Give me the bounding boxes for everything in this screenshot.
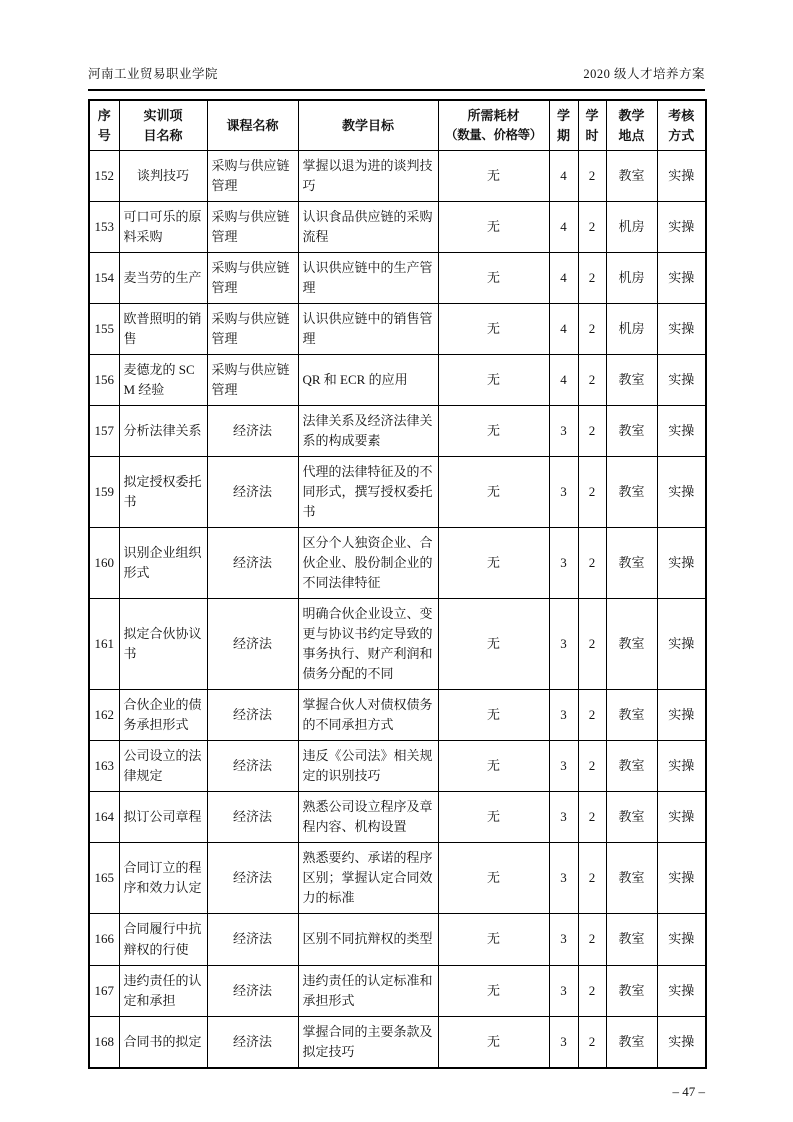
cell-location: 机房 (606, 304, 657, 355)
cell-course: 经济法 (207, 690, 298, 741)
cell-objective: 熟悉要约、承诺的程序区别；掌握认定合同效力的标准 (298, 843, 438, 914)
column-header-seq: 序号 (89, 100, 119, 151)
cell-objective: 违反《公司法》相关规定的识别技巧 (298, 741, 438, 792)
cell-course: 经济法 (207, 843, 298, 914)
cell-location: 教室 (606, 690, 657, 741)
cell-consumables: 无 (438, 965, 549, 1016)
cell-seq: 168 (89, 1016, 119, 1068)
table-row (89, 457, 706, 528)
cell-method: 实操 (657, 1016, 706, 1068)
cell-objective: 认识供应链中的销售管理 (298, 304, 438, 355)
cell-method: 实操 (657, 965, 706, 1016)
cell-method: 实操 (657, 690, 706, 741)
cell-location: 教室 (606, 406, 657, 457)
cell-course: 采购与供应链管理 (207, 151, 298, 202)
cell-seq: 154 (89, 253, 119, 304)
cell-course: 经济法 (207, 914, 298, 965)
cell-course: 经济法 (207, 741, 298, 792)
cell-method: 实操 (657, 843, 706, 914)
cell-objective: 掌握合伙人对债权债务的不同承担方式 (298, 690, 438, 741)
cell-project: 分析法律关系 (119, 406, 207, 457)
cell-location: 教室 (606, 914, 657, 965)
cell-semester: 3 (549, 843, 578, 914)
cell-hours: 2 (578, 406, 606, 457)
cell-method: 实操 (657, 792, 706, 843)
table-row (89, 599, 706, 690)
cell-semester: 3 (549, 528, 578, 599)
cell-location: 教室 (606, 457, 657, 528)
cell-project: 合同履行中抗辩权的行使 (119, 914, 207, 965)
cell-course: 采购与供应链管理 (207, 355, 298, 406)
cell-objective: 认识供应链中的生产管理 (298, 253, 438, 304)
column-header-objective: 教学目标 (298, 100, 438, 151)
cell-course: 经济法 (207, 599, 298, 690)
cell-course: 经济法 (207, 457, 298, 528)
cell-objective: 明确合伙企业设立、变更与协议书约定导致的事务执行、财产利润和债务分配的不同 (298, 599, 438, 690)
cell-semester: 3 (549, 1016, 578, 1068)
cell-seq: 152 (89, 151, 119, 202)
cell-project: 麦当劳的生产 (119, 253, 207, 304)
cell-semester: 3 (549, 965, 578, 1016)
table-row (89, 914, 706, 965)
cell-semester: 3 (549, 599, 578, 690)
cell-consumables: 无 (438, 355, 549, 406)
cell-course: 经济法 (207, 965, 298, 1016)
cell-location: 机房 (606, 202, 657, 253)
cell-seq: 162 (89, 690, 119, 741)
table-row (89, 843, 706, 914)
table-row (89, 202, 706, 253)
cell-course: 经济法 (207, 406, 298, 457)
cell-location: 教室 (606, 965, 657, 1016)
cell-seq: 156 (89, 355, 119, 406)
cell-project: 可口可乐的原料采购 (119, 202, 207, 253)
cell-hours: 2 (578, 457, 606, 528)
cell-consumables: 无 (438, 151, 549, 202)
cell-course: 经济法 (207, 1016, 298, 1068)
cell-project: 合同订立的程序和效力认定 (119, 843, 207, 914)
cell-hours: 2 (578, 528, 606, 599)
cell-consumables: 无 (438, 406, 549, 457)
cell-method: 实操 (657, 457, 706, 528)
table-row (89, 528, 706, 599)
cell-location: 教室 (606, 792, 657, 843)
cell-location: 教室 (606, 599, 657, 690)
cell-hours: 2 (578, 914, 606, 965)
cell-project: 违约责任的认定和承担 (119, 965, 207, 1016)
cell-semester: 3 (549, 457, 578, 528)
cell-hours: 2 (578, 965, 606, 1016)
cell-course: 经济法 (207, 792, 298, 843)
column-header-consumables: 所需耗材 （数量、价格等） (438, 100, 549, 151)
column-header-course: 课程名称 (207, 100, 298, 151)
cell-hours: 2 (578, 304, 606, 355)
cell-consumables: 无 (438, 304, 549, 355)
cell-project: 合同书的拟定 (119, 1016, 207, 1068)
cell-method: 实操 (657, 355, 706, 406)
cell-project: 谈判技巧 (119, 151, 207, 202)
cell-consumables: 无 (438, 792, 549, 843)
cell-seq: 166 (89, 914, 119, 965)
column-header-project: 实训项目名称 (119, 100, 207, 151)
cell-hours: 2 (578, 843, 606, 914)
cell-method: 实操 (657, 304, 706, 355)
cell-objective: 代理的法律特征及的不同形式，撰写授权委托书 (298, 457, 438, 528)
cell-project: 拟定合伙协议书 (119, 599, 207, 690)
cell-semester: 4 (549, 151, 578, 202)
cell-method: 实操 (657, 914, 706, 965)
cell-objective: 熟悉公司设立程序及章程内容、机构设置 (298, 792, 438, 843)
cell-consumables: 无 (438, 843, 549, 914)
table-row (89, 304, 706, 355)
table-row (89, 690, 706, 741)
cell-location: 教室 (606, 1016, 657, 1068)
table-row (89, 741, 706, 792)
table-row (89, 406, 706, 457)
cell-consumables: 无 (438, 202, 549, 253)
cell-course: 经济法 (207, 528, 298, 599)
cell-objective: 掌握合同的主要条款及拟定技巧 (298, 1016, 438, 1068)
page-header-left: 河南工业贸易职业学院 (88, 67, 219, 81)
cell-semester: 4 (549, 304, 578, 355)
cell-seq: 161 (89, 599, 119, 690)
table-row (89, 965, 706, 1016)
cell-objective: 区分个人独资企业、合伙企业、股份制企业的不同法律特征 (298, 528, 438, 599)
cell-location: 教室 (606, 843, 657, 914)
cell-consumables: 无 (438, 1016, 549, 1068)
cell-location: 教室 (606, 741, 657, 792)
cell-semester: 3 (549, 792, 578, 843)
cell-method: 实操 (657, 599, 706, 690)
cell-seq: 160 (89, 528, 119, 599)
cell-seq: 159 (89, 457, 119, 528)
cell-objective: 违约责任的认定标准和承担形式 (298, 965, 438, 1016)
cell-method: 实操 (657, 406, 706, 457)
column-header-hours: 学时 (578, 100, 606, 151)
cell-objective: QR 和 ECR 的应用 (298, 355, 438, 406)
cell-hours: 2 (578, 1016, 606, 1068)
cell-semester: 4 (549, 253, 578, 304)
table-body (89, 151, 706, 1068)
cell-semester: 4 (549, 355, 578, 406)
cell-consumables: 无 (438, 253, 549, 304)
cell-objective: 区别不同抗辩权的类型 (298, 914, 438, 965)
cell-hours: 2 (578, 202, 606, 253)
cell-location: 教室 (606, 151, 657, 202)
cell-project: 公司设立的法律规定 (119, 741, 207, 792)
cell-hours: 2 (578, 792, 606, 843)
cell-method: 实操 (657, 741, 706, 792)
cell-consumables: 无 (438, 528, 549, 599)
cell-project: 识别企业组织形式 (119, 528, 207, 599)
cell-project: 合伙企业的债务承担形式 (119, 690, 207, 741)
cell-consumables: 无 (438, 457, 549, 528)
cell-location: 教室 (606, 355, 657, 406)
page-content (88, 64, 705, 1100)
table-header-row (89, 100, 706, 151)
training-projects-table (88, 99, 707, 1069)
cell-semester: 3 (549, 690, 578, 741)
cell-objective: 掌握以退为进的谈判技巧 (298, 151, 438, 202)
cell-hours: 2 (578, 741, 606, 792)
cell-location: 机房 (606, 253, 657, 304)
table-row (89, 253, 706, 304)
table-row (89, 355, 706, 406)
column-header-method: 考核方式 (657, 100, 706, 151)
table-row (89, 792, 706, 843)
cell-project: 拟定授权委托书 (119, 457, 207, 528)
cell-seq: 163 (89, 741, 119, 792)
cell-hours: 2 (578, 355, 606, 406)
cell-hours: 2 (578, 253, 606, 304)
cell-consumables: 无 (438, 599, 549, 690)
cell-seq: 153 (89, 202, 119, 253)
cell-hours: 2 (578, 151, 606, 202)
cell-semester: 3 (549, 741, 578, 792)
cell-consumables: 无 (438, 914, 549, 965)
cell-method: 实操 (657, 528, 706, 599)
cell-seq: 165 (89, 843, 119, 914)
table-row (89, 151, 706, 202)
cell-project: 麦德龙的 SCM 经验 (119, 355, 207, 406)
cell-course: 采购与供应链管理 (207, 304, 298, 355)
cell-seq: 164 (89, 792, 119, 843)
cell-semester: 3 (549, 914, 578, 965)
cell-course: 采购与供应链管理 (207, 253, 298, 304)
cell-objective: 认识食品供应链的采购流程 (298, 202, 438, 253)
cell-method: 实操 (657, 151, 706, 202)
cell-seq: 167 (89, 965, 119, 1016)
page-header-right: 2020 级人才培养方案 (583, 67, 705, 81)
column-header-semester: 学期 (549, 100, 578, 151)
cell-method: 实操 (657, 253, 706, 304)
cell-method: 实操 (657, 202, 706, 253)
cell-project: 拟订公司章程 (119, 792, 207, 843)
cell-course: 采购与供应链管理 (207, 202, 298, 253)
cell-semester: 4 (549, 202, 578, 253)
cell-semester: 3 (549, 406, 578, 457)
cell-consumables: 无 (438, 741, 549, 792)
cell-location: 教室 (606, 528, 657, 599)
cell-project: 欧普照明的销售 (119, 304, 207, 355)
cell-seq: 155 (89, 304, 119, 355)
cell-objective: 法律关系及经济法律关系的构成要素 (298, 406, 438, 457)
page-number: – 47 – (672, 1083, 705, 1099)
cell-hours: 2 (578, 599, 606, 690)
cell-seq: 157 (89, 406, 119, 457)
cell-hours: 2 (578, 690, 606, 741)
column-header-location: 教学地点 (606, 100, 657, 151)
page-header (88, 64, 705, 91)
table-row (89, 1016, 706, 1068)
cell-consumables: 无 (438, 690, 549, 741)
